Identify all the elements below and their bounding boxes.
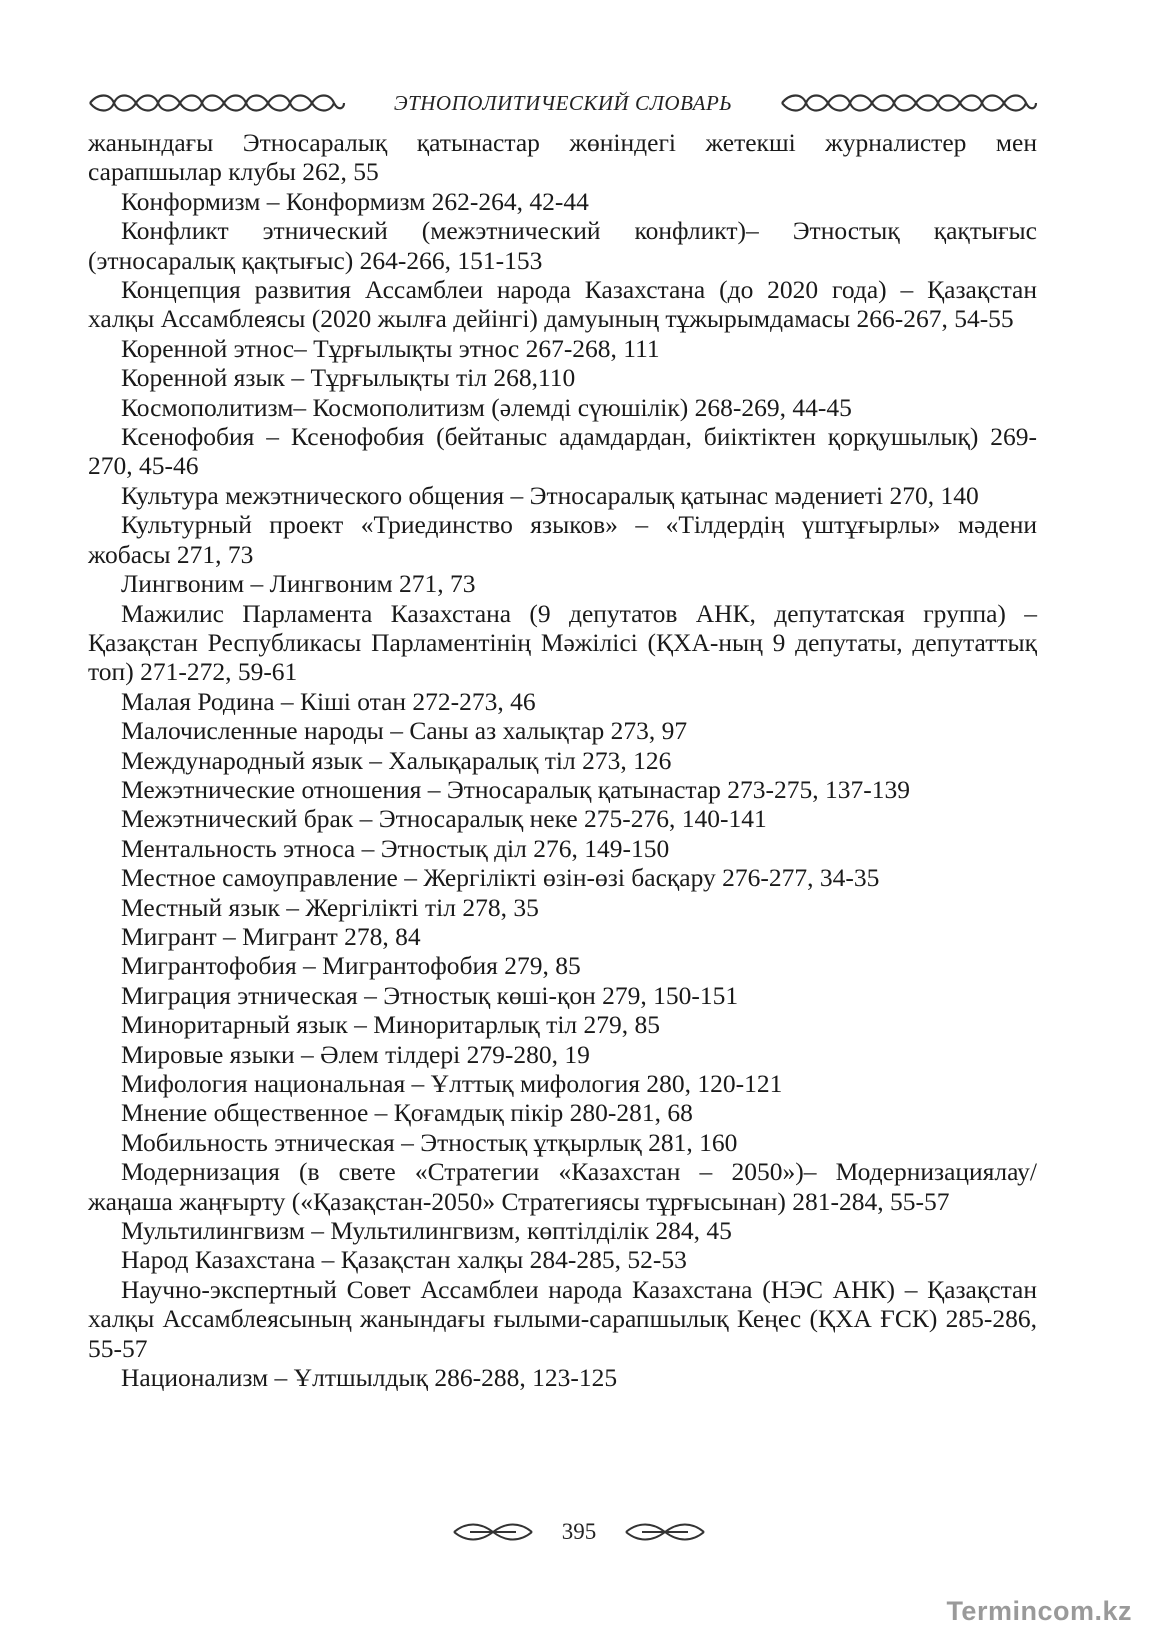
dictionary-entry: Модернизация (в свете «Стратегии «Казахстан – 2050»)– Модернизациялау/ жаңаша жаңғырту («Қазақстан-2050» Стратегиясы тұрғысынан) 281-284, 55-57 xyxy=(88,1157,1037,1216)
dictionary-entry: Малочисленные народы – Саны аз халықтар 273, 97 xyxy=(121,716,688,746)
page-footer xyxy=(0,1512,1158,1552)
dictionary-entry: Концепция развития Ассамблеи народа Казахстана (до 2020 года) – Қазақстан халқы Ассамблеясы (2020 жылға дейінгі) дамуының тұжырымдамасы 266-267, 54-55 xyxy=(88,275,1037,334)
dictionary-entry: Местный язык – Жергілікті тіл 278, 35 xyxy=(121,892,539,922)
dictionary-entry: Мигрант – Мигрант 278, 84 xyxy=(121,921,421,951)
flourish-left-icon xyxy=(450,1520,536,1544)
page-number: 395 xyxy=(561,1519,597,1544)
dictionary-entries xyxy=(88,128,1037,1392)
dictionary-entry: Конформизм – Конформизм 262-264, 42-44 xyxy=(121,186,589,216)
watermark-logo: Termincom.kz xyxy=(946,1596,1132,1626)
dictionary-entry: Мигрантофобия – Мигрантофобия 279, 85 xyxy=(121,951,581,981)
page-header-title: ЭТНОПОЛИТИЧЕСКИЙ СЛОВАРЬ xyxy=(393,90,733,115)
dictionary-entry: Международный язык – Халықаралық тіл 273, 126 xyxy=(121,745,672,775)
dictionary-entry: Местное самоуправление – Жергілікті өзін-өзі басқару 276-277, 34-35 xyxy=(121,863,880,893)
dictionary-entry: Конфликт этнический (межэтнический конфликт)– Этностық қақтығыс (этносаралық қақтығыс) 264-266, 151-153 xyxy=(88,216,1037,275)
dictionary-entry: Ксенофобия – Ксенофобия (бейтаныс адамдардан, биіктіктен қорқушылық) 269-270, 45-46 xyxy=(88,422,1037,481)
ornament-right-icon xyxy=(780,91,1038,115)
dictionary-entry: Коренной язык – Тұрғылықты тіл 268,110 xyxy=(121,363,576,393)
flourish-right-icon xyxy=(622,1520,708,1544)
dictionary-entry: Национализм – Ұлтшылдық 286-288, 123-125 xyxy=(121,1363,618,1393)
dictionary-entry: жанындағы Этносаралық қатынастар жөніндегі жетекші журналистер мен сарапшылар клубы 262, 55 xyxy=(88,128,1037,187)
dictionary-entry: Ментальность этноса – Этностық діл 276, 149-150 xyxy=(121,833,670,863)
dictionary-entry: Лингвоним – Лингвоним 271, 73 xyxy=(121,569,476,599)
dictionary-entry: Народ Казахстана – Қазақстан халқы 284-285, 52-53 xyxy=(121,1245,687,1275)
dictionary-entry: Мировые языки – Әлем тілдері 279-280, 19 xyxy=(121,1039,590,1069)
dictionary-entry: Культура межэтнического общения – Этносаралық қатынас мәдениеті 270, 140 xyxy=(121,480,979,510)
dictionary-entry: Межэтнические отношения – Этносаралық қатынастар 273-275, 137-139 xyxy=(121,774,911,804)
ornament-left-icon xyxy=(88,91,346,115)
dictionary-entry: Межэтнический брак – Этносаралық неке 275-276, 140-141 xyxy=(121,804,767,834)
dictionary-entry: Космополитизм– Космополитизм (әлемді сүюшілік) 268-269, 44-45 xyxy=(121,392,852,422)
dictionary-entry: Научно-экспертный Совет Ассамблеи народа Казахстана (НЭС АНК) – Қазақстан халқы Ассамблеясының жанындағы ғылыми-сарапшылық Кеңес (ҚХА ҒСК) 285-286, 55-57 xyxy=(88,1274,1037,1363)
dictionary-entry: Мультилингвизм – Мультилингвизм, көптілділік 284, 45 xyxy=(121,1216,732,1246)
dictionary-entry: Мажилис Парламента Казахстана (9 депутатов АНК, депутатская группа) – Қазақстан Республикасы Парламентінің Мәжілісі (ҚХА-ның 9 депутаты, депутаттық топ) 271-272, 59-61 xyxy=(88,598,1037,687)
dictionary-entry: Мифология национальная – Ұлттық мифология 280, 120-121 xyxy=(121,1069,783,1098)
dictionary-entry: Коренной этнос– Тұрғылықты этнос 267-268, 111 xyxy=(121,333,660,363)
dictionary-entry: Мобильность этническая – Этностық ұтқырлық 281, 160 xyxy=(121,1127,738,1157)
dictionary-entry: Миноритарный язык – Миноритарлық тіл 279, 85 xyxy=(121,1010,661,1040)
dictionary-entry: Мнение общественное – Қоғамдық пікір 280-281, 68 xyxy=(121,1098,693,1128)
page-header xyxy=(88,86,1038,120)
dictionary-entry: Культурный проект «Триединство языков» – «Тілдердің үштұғырлы» мәдени жобасы 271, 73 xyxy=(88,510,1037,569)
dictionary-entry: Малая Родина – Кіші отан 272-273, 46 xyxy=(121,686,536,716)
dictionary-entry: Миграция этническая – Этностық көші-қон 279, 150-151 xyxy=(121,980,739,1010)
